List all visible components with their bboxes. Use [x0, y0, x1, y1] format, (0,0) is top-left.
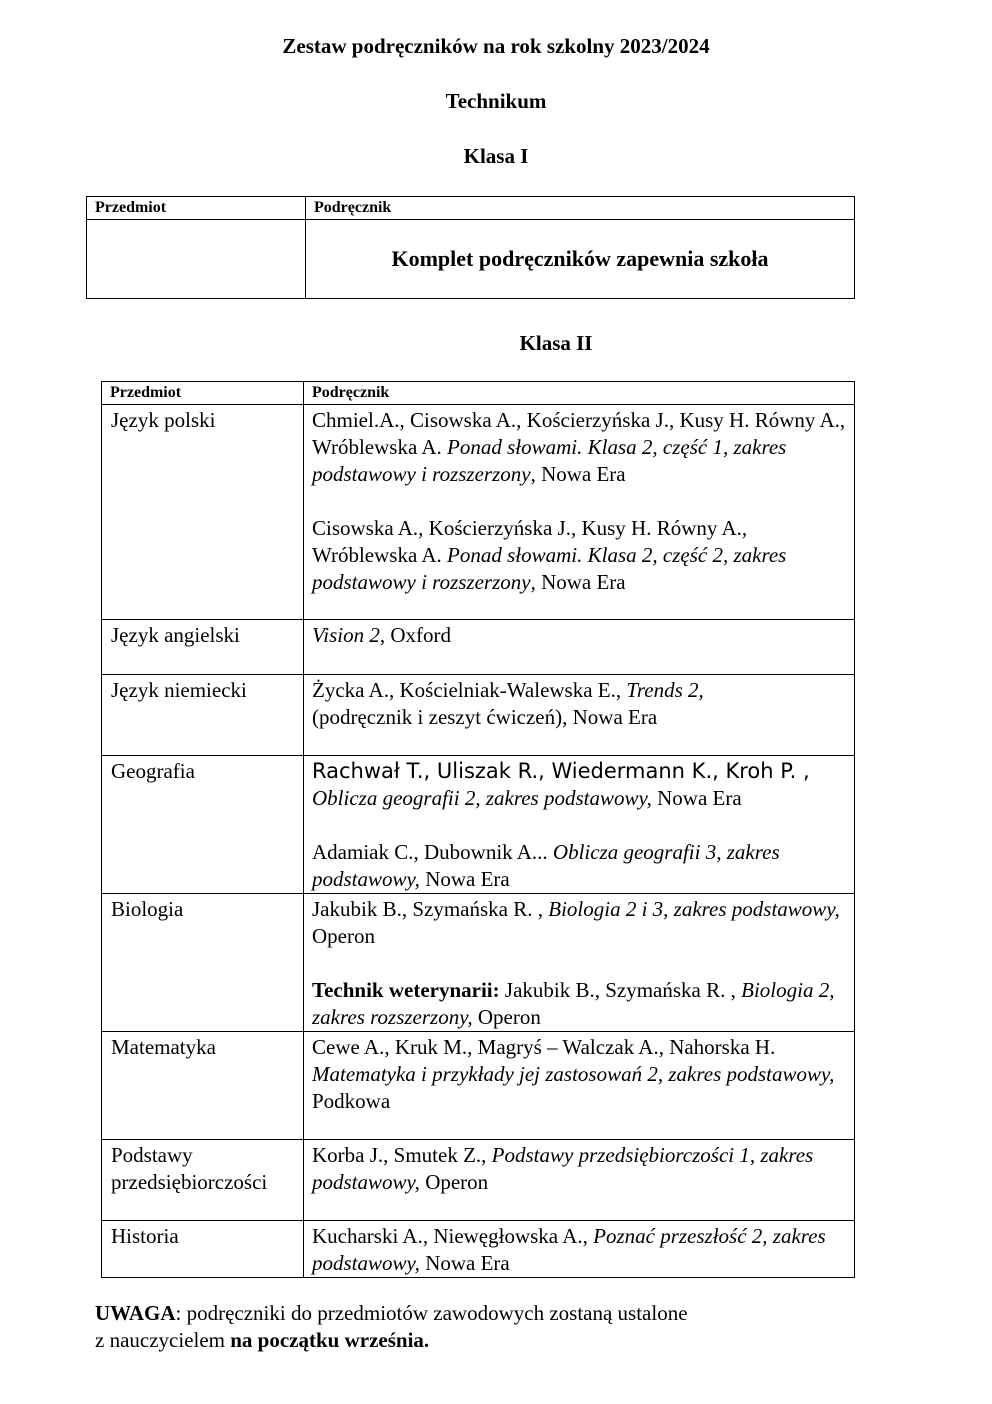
book-authors: Rachwał T., Uliszak R., Wiedermann K., Kroh P. ,: [312, 759, 810, 783]
subject-cell: Język niemiecki: [102, 675, 304, 756]
book-publisher: , Nowa Era: [530, 570, 626, 594]
table-row: [102, 1221, 855, 1278]
book-publisher: (podręcznik i zeszyt ćwiczeń), Nowa Era: [312, 705, 658, 729]
class1-table: [86, 196, 855, 299]
footer-note: [95, 1300, 688, 1354]
book-title: Matematyka i przykłady jej zastosowań 2, zakres podstawowy,: [312, 1062, 835, 1086]
book-title: Poznać przeszłość 2, zakres podstawowy,: [312, 1224, 826, 1275]
table-row: [102, 1032, 855, 1140]
class1-header-row: [87, 197, 855, 220]
note-text: : podręczniki do przedmiotów zawodowych zostaną ustalone: [175, 1301, 688, 1325]
class2-header-row: [102, 382, 855, 405]
subject-cell: Język polski: [102, 405, 304, 620]
book-publisher: , Nowa Era: [530, 462, 626, 486]
table-row: [102, 405, 855, 620]
book-publisher: Nowa Era: [425, 1251, 510, 1275]
subject-cell: Biologia: [102, 894, 304, 1032]
subject-line: przedsiębiorczości: [111, 1170, 268, 1194]
table-row: [102, 620, 855, 675]
book-authors: Cewe A., Kruk M., Magryś – Walczak A., Nahorska H.: [312, 1035, 776, 1059]
book-title: Oblicza geografii 3, zakres podstawowy,: [312, 840, 780, 891]
subject-cell: [102, 1140, 304, 1221]
book-authors: Adamiak C., Dubownik A...: [312, 840, 548, 864]
subject-cell: Geografia: [102, 756, 304, 894]
subject-line: Podstawy: [111, 1143, 193, 1167]
note-text: z nauczycielem: [95, 1328, 231, 1352]
book-title: Ponad słowami. Klasa 2, część 2, zakres podstawowy i rozszerzony: [312, 543, 787, 594]
book-authors: Jakubik B., Szymańska R. ,: [504, 978, 736, 1002]
school-type-heading: Technikum: [445, 89, 547, 113]
table-row: [102, 756, 855, 894]
book-publisher: Operon: [425, 1170, 489, 1194]
class2-table: [101, 381, 855, 1278]
book-cell: [304, 675, 855, 756]
class1-notice: Komplet podręczników zapewnia szkoła: [306, 220, 855, 299]
book-cell: [304, 1140, 855, 1221]
book-title: Oblicza geografii 2, zakres podstawowy,: [312, 786, 652, 810]
book-title: Trends 2,: [626, 678, 704, 702]
book-cell: [304, 894, 855, 1032]
book-title: Ponad słowami. Klasa 2, część 1, zakres podstawowy i rozszerzony: [312, 435, 787, 486]
book-publisher: Operon: [312, 924, 375, 948]
book-note-label: Technik weterynarii:: [312, 978, 500, 1002]
class1-heading: Klasa I: [463, 144, 529, 168]
subject-cell: Język angielski: [102, 620, 304, 675]
book-authors: Korba J., Smutek Z.,: [312, 1143, 487, 1167]
book-authors: Życka A., Kościelniak-Walewska E.,: [312, 678, 622, 702]
table-row: [102, 894, 855, 1032]
class1-subject-cell: [87, 220, 306, 299]
class1-col-subject: Przedmiot: [87, 197, 306, 220]
note-label: UWAGA: [95, 1301, 176, 1325]
book-title: Biologia 2, zakres rozszerzony,: [312, 978, 835, 1029]
note-emphasis: na początku września.: [230, 1328, 430, 1352]
page-title: Zestaw podręczników na rok szkolny 2023/2024: [282, 34, 710, 58]
book-cell: [304, 756, 855, 894]
class2-heading: Klasa II: [519, 331, 593, 355]
book-publisher: Podkowa: [312, 1089, 391, 1113]
book-cell: [304, 620, 855, 675]
book-cell: [304, 405, 855, 620]
book-publisher: Nowa Era: [657, 786, 742, 810]
book-authors: Cisowska A., Kościerzyńska J., Kusy H. Równy A., Wróblewska A.: [312, 516, 748, 567]
book-authors: Jakubik B., Szymańska R. ,: [312, 897, 543, 921]
book-cell: [304, 1032, 855, 1140]
class1-row: [87, 220, 855, 299]
subject-cell: Matematyka: [102, 1032, 304, 1140]
book-publisher: Nowa Era: [425, 867, 510, 891]
class1-col-book: Podręcznik: [306, 197, 855, 220]
book-publisher: , Oxford: [379, 623, 452, 647]
book-publisher: Operon: [477, 1005, 541, 1029]
book-title: Biologia 2 i 3, zakres podstawowy,: [548, 897, 840, 921]
book-cell: [304, 1221, 855, 1278]
book-title: Podstawy przedsiębiorczości 1, zakres podstawowy,: [312, 1143, 814, 1194]
table-row: [102, 1140, 855, 1221]
class2-col-subject: Przedmiot: [102, 382, 304, 405]
book-authors: Kucharski A., Niewęgłowska A.,: [312, 1224, 588, 1248]
table-row: [102, 675, 855, 756]
book-authors: Chmiel.A., Cisowska A., Kościerzyńska J., Kusy H. Równy A., Wróblewska A.: [312, 408, 846, 459]
book-title: Vision 2: [312, 623, 380, 647]
class2-col-book: Podręcznik: [304, 382, 855, 405]
subject-cell: Historia: [102, 1221, 304, 1278]
